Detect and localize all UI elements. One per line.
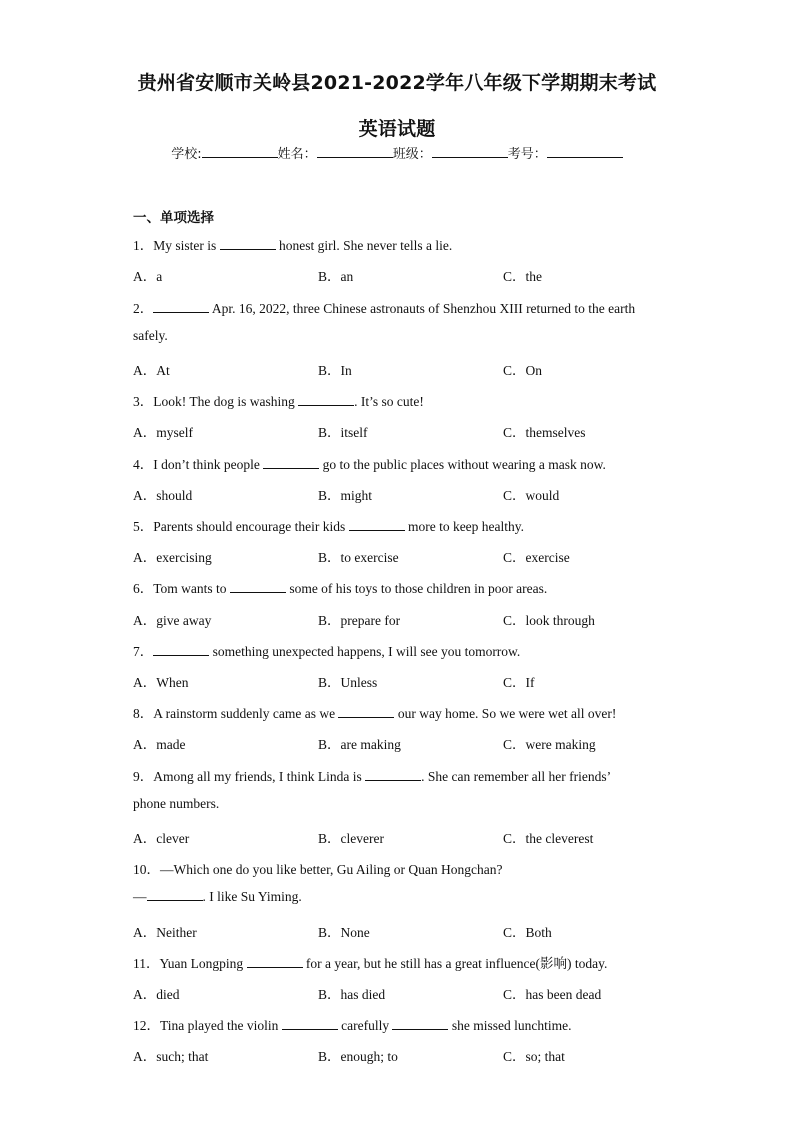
option-b[interactable]: B．to exercise — [318, 550, 399, 565]
question-3 — [133, 390, 424, 410]
answer-blank[interactable] — [349, 519, 405, 531]
question-text: Yuan Longping — [159, 956, 247, 971]
answer-blank[interactable] — [153, 301, 209, 313]
answer-blank[interactable] — [153, 644, 209, 656]
school-label: 学校: — [171, 147, 202, 162]
option-c[interactable]: C．has been dead — [503, 987, 602, 1002]
question-text: our way home. So we were wet all over! — [394, 706, 617, 721]
exam-no-blank[interactable] — [547, 145, 623, 158]
option-c[interactable]: C．would — [503, 488, 560, 503]
name-blank[interactable] — [317, 145, 393, 158]
answer-blank[interactable] — [230, 581, 286, 593]
option-b[interactable]: B．itself — [318, 425, 368, 440]
option-a[interactable]: A．a — [133, 269, 163, 284]
question-7 — [133, 640, 520, 660]
question-number: 4． — [133, 457, 154, 472]
answer-blank[interactable] — [147, 889, 203, 901]
question-10 — [133, 858, 503, 878]
exam-title: 贵州省安顺市关岭县2021-2022学年八年级下学期期末考试 — [137, 72, 657, 94]
question-6 — [133, 577, 547, 597]
option-a[interactable]: A．give away — [133, 613, 212, 628]
option-c[interactable]: C．the — [503, 269, 542, 284]
option-b[interactable]: B．an — [318, 269, 354, 284]
option-b[interactable]: B．enough; to — [318, 1049, 398, 1064]
option-a[interactable]: A．exercising — [133, 550, 212, 565]
question-text: she missed lunchtime. — [448, 1018, 572, 1033]
question-10-continued — [133, 889, 302, 905]
section-heading: 一、单项选择 — [133, 210, 214, 226]
question-2 — [133, 297, 635, 317]
question-number: 2． — [133, 301, 154, 316]
school-blank[interactable] — [202, 145, 278, 158]
question-9-continued: phone numbers. — [133, 796, 220, 811]
answer-blank[interactable] — [338, 706, 394, 718]
option-a[interactable]: A．clever — [133, 831, 190, 846]
question-number: 3． — [133, 394, 154, 409]
option-a[interactable]: A．At — [133, 363, 170, 378]
option-a[interactable]: A．made — [133, 737, 186, 752]
option-c[interactable]: C．If — [503, 675, 535, 690]
question-number: 11． — [133, 956, 160, 971]
question-text: . It’s so cute! — [354, 394, 424, 409]
option-b[interactable]: B．Unless — [318, 675, 378, 690]
option-b[interactable]: B．might — [318, 488, 373, 503]
question-text: Apr. 16, 2022, three Chinese astronauts of Shenzhou XIII returned to the earth — [209, 301, 636, 316]
student-info-line — [0, 143, 794, 162]
question-12 — [133, 1014, 571, 1034]
question-number: 1． — [133, 238, 154, 253]
question-text: go to the public places without wearing a mask now. — [319, 457, 606, 472]
exam-subtitle: 英语试题 — [358, 118, 436, 140]
question-text: My sister is — [153, 238, 220, 253]
question-number: 8． — [133, 706, 154, 721]
question-number: 5． — [133, 519, 154, 534]
option-a[interactable]: A．should — [133, 488, 193, 503]
option-b[interactable]: B．prepare for — [318, 613, 401, 628]
answer-blank[interactable] — [263, 457, 319, 469]
option-b[interactable]: B．In — [318, 363, 352, 378]
option-c[interactable]: C．so; that — [503, 1049, 565, 1064]
question-text: something unexpected happens, I will see you tomorrow. — [209, 644, 521, 659]
question-9 — [133, 765, 611, 785]
question-number: 6． — [133, 581, 154, 596]
dash: — — [133, 889, 147, 904]
answer-blank[interactable] — [220, 238, 276, 250]
question-2-continued: safely. — [133, 328, 168, 343]
question-text: Parents should encourage their kids — [153, 519, 349, 534]
question-number: 7． — [133, 644, 154, 659]
question-4 — [133, 453, 606, 473]
option-a[interactable]: A．myself — [133, 425, 193, 440]
question-text: A rainstorm suddenly came as we — [153, 706, 339, 721]
question-number: 9． — [133, 769, 154, 784]
option-c[interactable]: C．the cleverest — [503, 831, 594, 846]
answer-blank[interactable] — [365, 769, 421, 781]
option-b[interactable]: B．are making — [318, 737, 401, 752]
answer-blank[interactable] — [282, 1018, 338, 1030]
option-c[interactable]: C．Both — [503, 925, 552, 940]
question-11 — [133, 952, 607, 972]
option-a[interactable]: A．When — [133, 675, 189, 690]
question-text: —Which one do you like better, Gu Ailing or Quan Hongchan? — [160, 862, 503, 877]
class-blank[interactable] — [432, 145, 508, 158]
exam-no-label: 考号： — [507, 147, 547, 162]
question-text: Look! The dog is washing — [153, 394, 299, 409]
option-c[interactable]: C．On — [503, 363, 543, 378]
option-c[interactable]: C．exercise — [503, 550, 570, 565]
option-b[interactable]: B．has died — [318, 987, 386, 1002]
answer-blank[interactable] — [392, 1018, 448, 1030]
option-c[interactable]: C．were making — [503, 737, 596, 752]
question-text: . I like Su Yiming. — [202, 889, 302, 904]
question-text: honest girl. She never tells a lie. — [275, 238, 453, 253]
option-b[interactable]: B．cleverer — [318, 831, 384, 846]
question-number: 10． — [133, 862, 160, 877]
option-a[interactable]: A．such; that — [133, 1049, 209, 1064]
option-a[interactable]: A．died — [133, 987, 180, 1002]
question-text: Tom wants to — [153, 581, 230, 596]
question-text: for a year, but he still has a great influence(影响) today. — [302, 956, 608, 971]
class-label: 班级： — [392, 147, 432, 162]
name-label: 姓名： — [277, 147, 317, 162]
answer-blank[interactable] — [247, 956, 303, 968]
question-text: more to keep healthy. — [404, 519, 525, 534]
question-5 — [133, 515, 524, 535]
question-text: Tina played the violin — [160, 1018, 282, 1033]
question-8 — [133, 702, 616, 722]
option-c[interactable]: C．look through — [503, 613, 595, 628]
option-c[interactable]: C．themselves — [503, 425, 586, 440]
question-text: . She can remember all her friends’ — [421, 769, 612, 784]
question-number: 12． — [133, 1018, 160, 1033]
question-text: Among all my friends, I think Linda is — [153, 769, 366, 784]
question-text: carefully — [337, 1018, 393, 1033]
answer-blank[interactable] — [298, 394, 354, 406]
option-a[interactable]: A．Neither — [133, 925, 197, 940]
question-text: some of his toys to those children in poor areas. — [285, 581, 548, 596]
question-1 — [133, 234, 452, 254]
option-b[interactable]: B．None — [318, 925, 370, 940]
question-text: I don’t think people — [153, 457, 264, 472]
